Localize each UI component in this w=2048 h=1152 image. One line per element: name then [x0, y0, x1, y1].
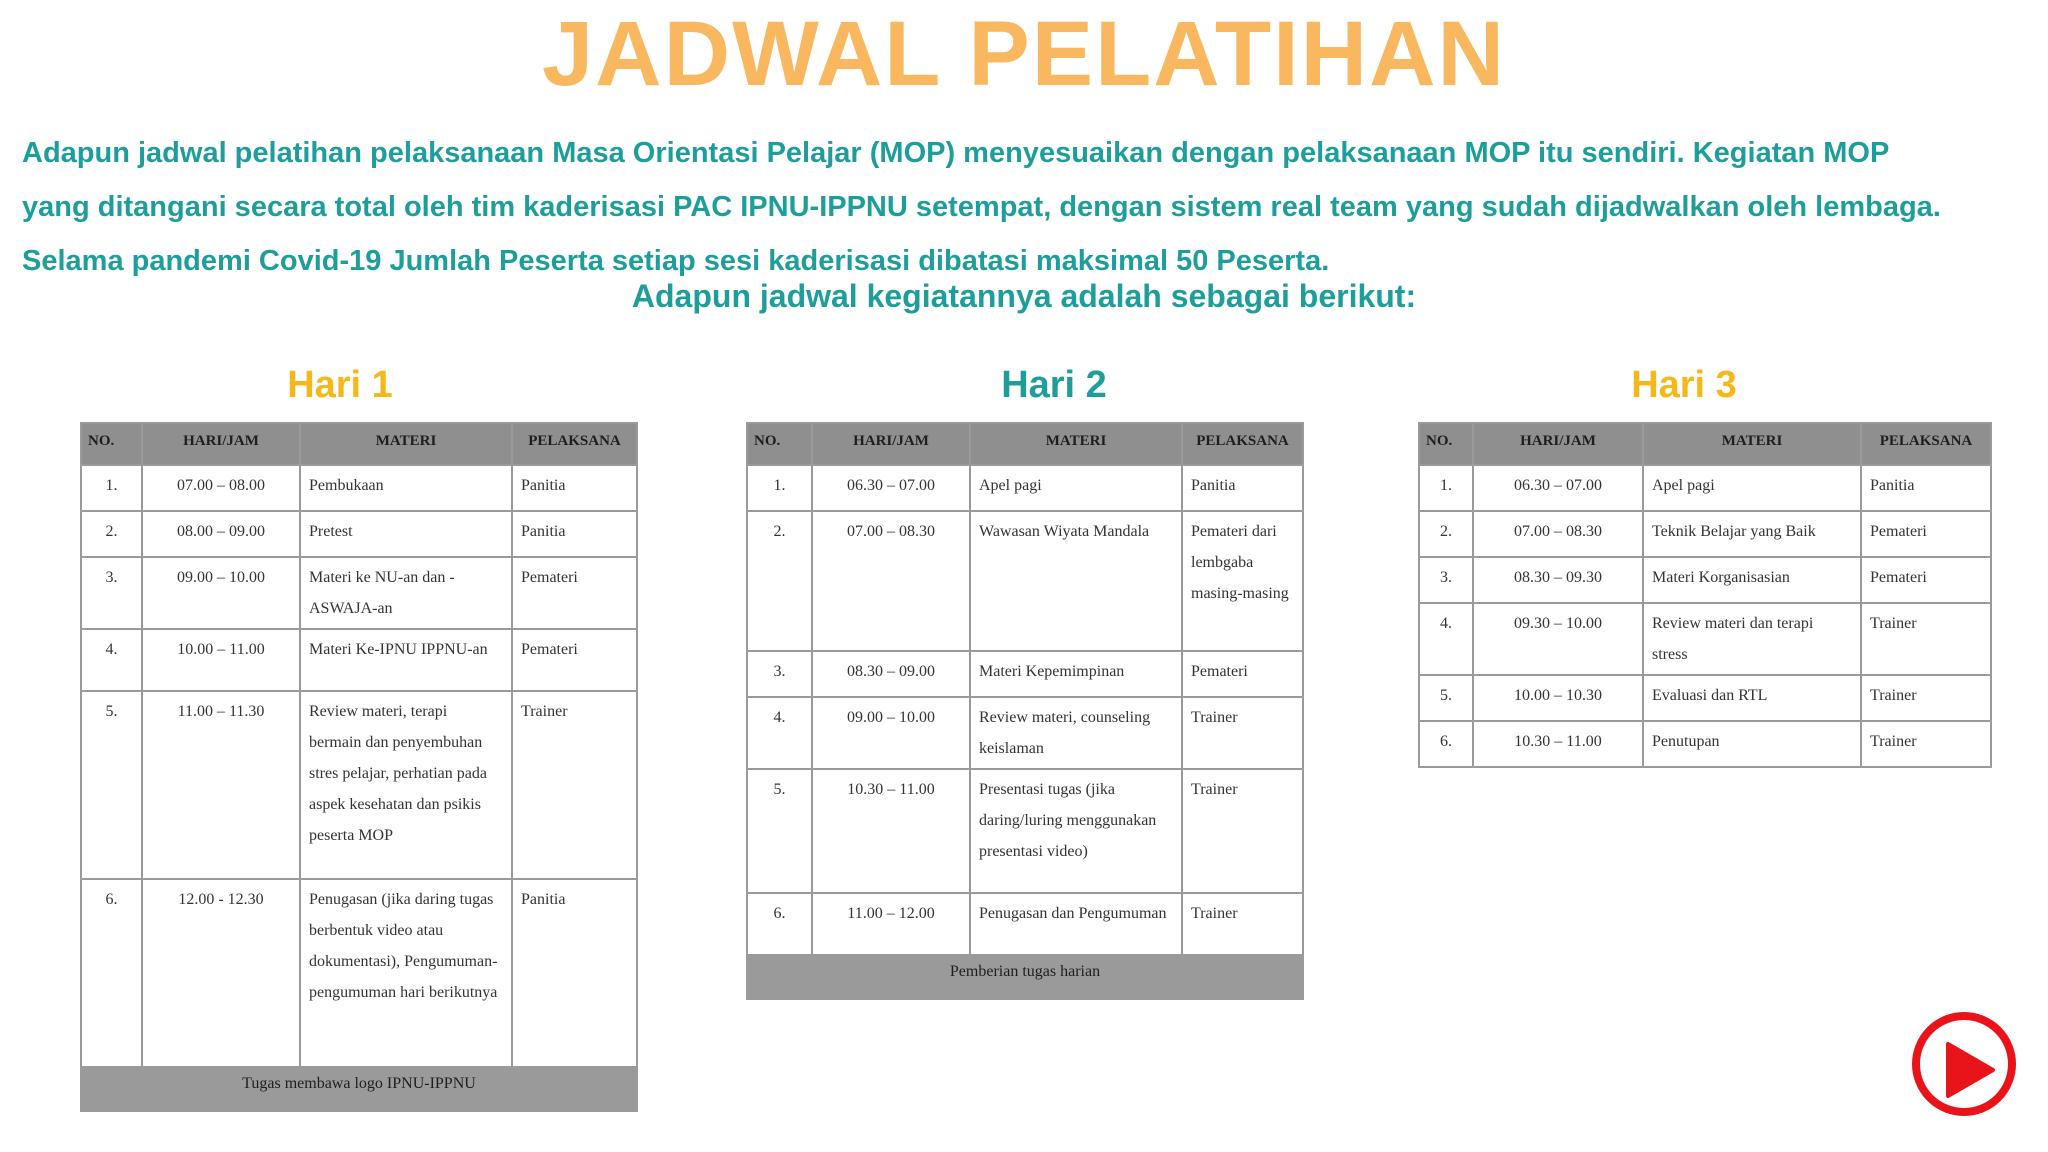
cell-time: 06.30 – 07.00 — [812, 465, 970, 511]
cell-time: 11.00 – 12.00 — [812, 893, 970, 955]
cell-time: 09.00 – 10.00 — [812, 697, 970, 769]
table-row — [81, 557, 637, 629]
cell-no: 5. — [81, 691, 142, 879]
subheading: Adapun jadwal kegiatannya adalah sebagai berikut: — [631, 278, 1417, 314]
cell-materi: Review materi, counseling keislaman — [970, 697, 1182, 769]
cell-materi: Penutupan — [1643, 721, 1861, 767]
cell-materi: Apel pagi — [970, 465, 1182, 511]
intro-line-2: yang ditangani secara total oleh tim kaderisasi PAC IPNU-IPPNU setempat, dengan sistem real team yang sudah dijadwalkan oleh lembaga. — [22, 191, 1941, 223]
table-header-row — [1419, 423, 1991, 465]
cell-materi: Review materi, terapi bermain dan penyembuhan stres pelajar, perhatian pada aspek kesehatan dan psikis peserta MOP — [300, 691, 512, 879]
table-row — [1419, 603, 1991, 675]
cell-pelaksana: Trainer — [1861, 721, 1991, 767]
cell-materi: Evaluasi dan RTL — [1643, 675, 1861, 721]
schedule-table-day-2 — [746, 422, 1304, 1000]
cell-materi: Penugasan (jika daring tugas berbentuk video atau dokumentasi), Pengumuman-pengumuman hari berikutnya — [300, 879, 512, 1067]
cell-no: 4. — [1419, 603, 1473, 675]
cell-pelaksana: Panitia — [1861, 465, 1991, 511]
table-header-row — [747, 423, 1303, 465]
column-header-time: HARI/JAM — [142, 423, 300, 465]
cell-materi: Materi Korganisasian — [1643, 557, 1861, 603]
table-row — [81, 511, 637, 557]
column-header-materi: MATERI — [970, 423, 1182, 465]
column-header-pelaksana: PELAKSANA — [512, 423, 637, 465]
cell-no: 3. — [81, 557, 142, 629]
table-footer-row — [747, 955, 1303, 999]
table-row — [81, 629, 637, 691]
table-row — [1419, 721, 1991, 767]
cell-no: 3. — [1419, 557, 1473, 603]
cell-time: 11.00 – 11.30 — [142, 691, 300, 879]
schedule-table-day-1 — [80, 422, 638, 1112]
intro-paragraph — [22, 126, 2032, 288]
table-row — [747, 697, 1303, 769]
schedule-table-day-3 — [1418, 422, 1992, 768]
cell-pelaksana: Panitia — [1182, 465, 1303, 511]
cell-pelaksana: Trainer — [1182, 697, 1303, 769]
cell-pelaksana: Panitia — [512, 465, 637, 511]
play-button[interactable] — [1912, 1012, 2016, 1116]
page-title: JADWAL PELATIHAN — [542, 3, 1506, 105]
table-row — [747, 651, 1303, 697]
table-row — [1419, 557, 1991, 603]
cell-pelaksana: Pemateri — [1861, 557, 1991, 603]
table-row — [747, 465, 1303, 511]
cell-time: 10.00 – 11.00 — [142, 629, 300, 691]
cell-no: 2. — [81, 511, 142, 557]
cell-materi: Materi Kepemimpinan — [970, 651, 1182, 697]
table-row — [747, 511, 1303, 651]
table-row — [1419, 465, 1991, 511]
cell-pelaksana: Trainer — [1861, 675, 1991, 721]
cell-no: 6. — [747, 893, 812, 955]
cell-pelaksana: Trainer — [1182, 893, 1303, 955]
table-footer-note: Tugas membawa logo IPNU-IPPNU — [81, 1067, 637, 1111]
column-header-materi: MATERI — [1643, 423, 1861, 465]
column-header-pelaksana: PELAKSANA — [1182, 423, 1303, 465]
intro-line-1: Adapun jadwal pelatihan pelaksanaan Masa Orientasi Pelajar (MOP) menyesuaikan dengan pelaksanaan MOP itu sendiri. Kegiatan MOP — [22, 137, 1890, 169]
column-header-pelaksana: PELAKSANA — [1861, 423, 1991, 465]
cell-time: 09.30 – 10.00 — [1473, 603, 1643, 675]
table-footer-row — [81, 1067, 637, 1111]
cell-time: 08.30 – 09.30 — [1473, 557, 1643, 603]
cell-no: 1. — [747, 465, 812, 511]
cell-materi: Teknik Belajar yang Baik — [1643, 511, 1861, 557]
cell-pelaksana: Pemateri — [512, 557, 637, 629]
cell-time: 09.00 – 10.00 — [142, 557, 300, 629]
cell-time: 06.30 – 07.00 — [1473, 465, 1643, 511]
cell-no: 1. — [1419, 465, 1473, 511]
column-header-time: HARI/JAM — [812, 423, 970, 465]
column-header-materi: MATERI — [300, 423, 512, 465]
table-footer-note: Pemberian tugas harian — [747, 955, 1303, 999]
cell-pelaksana: Pemateri dari lembgaba masing-masing — [1182, 511, 1303, 651]
cell-no: 3. — [747, 651, 812, 697]
table-row — [747, 893, 1303, 955]
table-row — [1419, 675, 1991, 721]
cell-pelaksana: Pemateri — [1182, 651, 1303, 697]
table-row — [81, 879, 637, 1067]
cell-no: 4. — [81, 629, 142, 691]
play-icon — [1946, 1042, 1996, 1098]
intro-line-3: Selama pandemi Covid-19 Jumlah Peserta setiap sesi kaderisasi dibatasi maksimal 50 Peserta. — [22, 245, 1330, 277]
cell-materi: Pembukaan — [300, 465, 512, 511]
cell-time: 10.30 – 11.00 — [1473, 721, 1643, 767]
table-row — [81, 691, 637, 879]
day-3-title: Hari 3 — [1631, 364, 1737, 406]
cell-materi: Wawasan Wiyata Mandala — [970, 511, 1182, 651]
cell-materi: Apel pagi — [1643, 465, 1861, 511]
cell-pelaksana: Trainer — [512, 691, 637, 879]
cell-pelaksana: Trainer — [1182, 769, 1303, 893]
cell-time: 07.00 – 08.30 — [812, 511, 970, 651]
cell-no: 2. — [1419, 511, 1473, 557]
column-header-time: HARI/JAM — [1473, 423, 1643, 465]
table-header-row — [81, 423, 637, 465]
cell-materi: Review materi dan terapi stress — [1643, 603, 1861, 675]
cell-time: 10.30 – 11.00 — [812, 769, 970, 893]
cell-pelaksana: Trainer — [1861, 603, 1991, 675]
column-header-no: NO. — [747, 423, 812, 465]
cell-no: 5. — [747, 769, 812, 893]
cell-no: 2. — [747, 511, 812, 651]
cell-pelaksana: Pemateri — [1861, 511, 1991, 557]
day-1-title: Hari 1 — [287, 364, 393, 406]
cell-time: 10.00 – 10.30 — [1473, 675, 1643, 721]
day-2-title: Hari 2 — [1001, 364, 1107, 406]
cell-time: 08.00 – 09.00 — [142, 511, 300, 557]
cell-materi: Materi ke NU-an dan -ASWAJA-an — [300, 557, 512, 629]
cell-pelaksana: Pemateri — [512, 629, 637, 691]
cell-materi: Materi Ke-IPNU IPPNU-an — [300, 629, 512, 691]
cell-time: 08.30 – 09.00 — [812, 651, 970, 697]
cell-pelaksana: Panitia — [512, 879, 637, 1067]
cell-no: 5. — [1419, 675, 1473, 721]
column-header-no: NO. — [81, 423, 142, 465]
cell-time: 07.00 – 08.00 — [142, 465, 300, 511]
column-header-no: NO. — [1419, 423, 1473, 465]
table-row — [747, 769, 1303, 893]
cell-materi: Presentasi tugas (jika daring/luring menggunakan presentasi video) — [970, 769, 1182, 893]
cell-no: 6. — [81, 879, 142, 1067]
table-row — [1419, 511, 1991, 557]
cell-materi: Pretest — [300, 511, 512, 557]
cell-no: 1. — [81, 465, 142, 511]
cell-pelaksana: Panitia — [512, 511, 637, 557]
cell-materi: Penugasan dan Pengumuman — [970, 893, 1182, 955]
cell-no: 4. — [747, 697, 812, 769]
cell-no: 6. — [1419, 721, 1473, 767]
table-row — [81, 465, 637, 511]
cell-time: 12.00 - 12.30 — [142, 879, 300, 1067]
cell-time: 07.00 – 08.30 — [1473, 511, 1643, 557]
